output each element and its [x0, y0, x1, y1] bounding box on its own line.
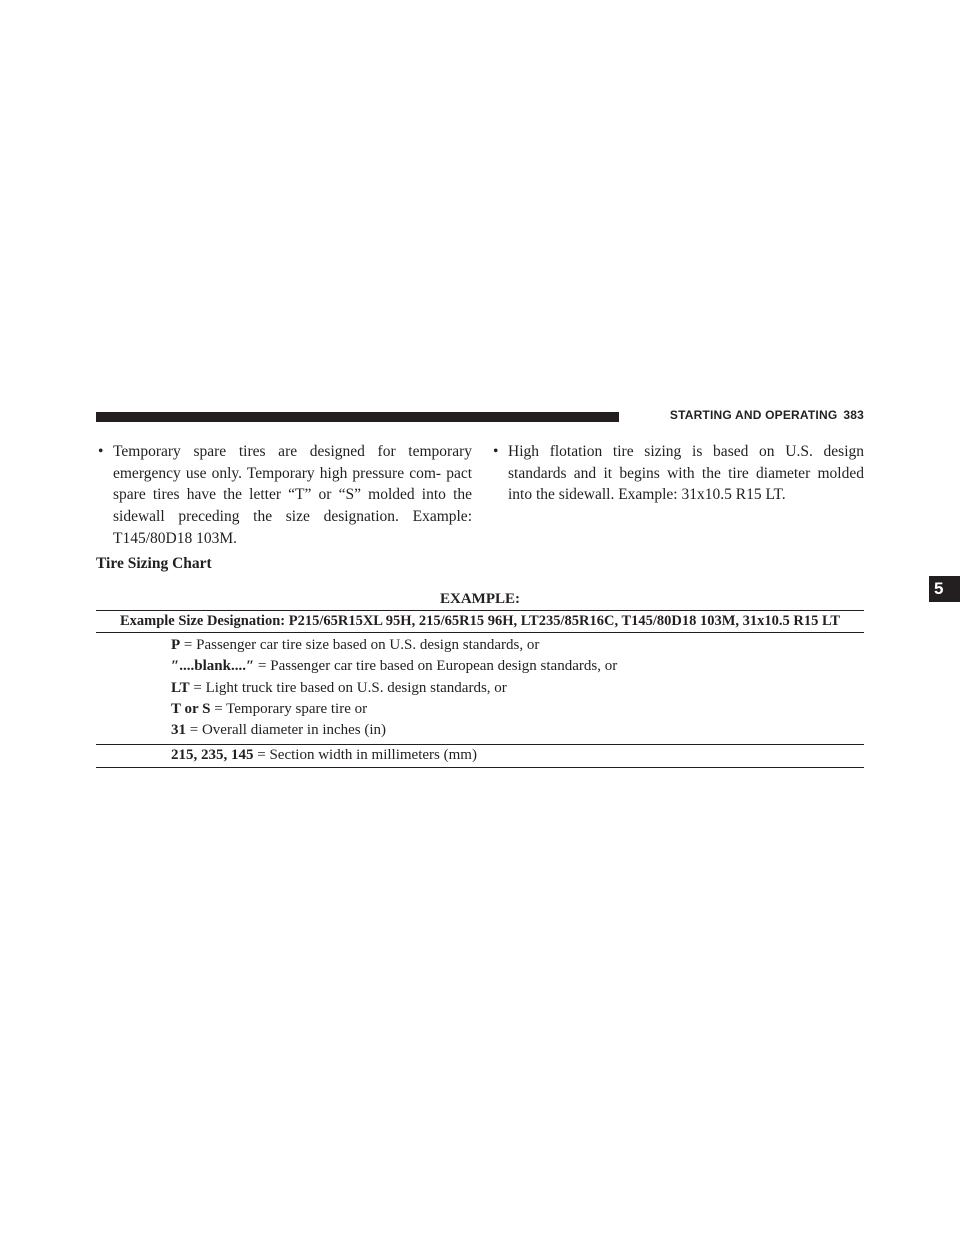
- row-key: LT: [171, 679, 190, 696]
- chart-title: EXAMPLE:: [440, 591, 520, 607]
- row-key: 215, 235, 145: [171, 747, 254, 764]
- row-key: ″....blank....″: [171, 658, 255, 675]
- bullet-item-temporary-spare: [96, 441, 472, 550]
- bullet-line: the sidewall preceding the size designation. Example:: [113, 486, 472, 526]
- bullet-item-high-flotation: [491, 441, 864, 506]
- chart-row: [96, 678, 864, 699]
- row-key: 31: [171, 722, 186, 739]
- running-header: [670, 408, 864, 422]
- row-key: T or S: [171, 700, 211, 717]
- tire-sizing-chart: [96, 589, 864, 768]
- page-number: 383: [843, 408, 864, 422]
- bullet-line: pact spare tires have the letter “T” or “S” molded into: [113, 464, 473, 504]
- chart-row: [96, 720, 864, 741]
- bullet-line: High flotation tire sizing is based on U.S. design: [508, 443, 864, 460]
- bullet-text: [508, 441, 864, 506]
- row-text: = Passenger car tire size based on U.S. design standards, or: [180, 637, 540, 653]
- section-title: Tire Sizing Chart: [96, 555, 212, 572]
- row-text: = Passenger car tire based on European design standards, or: [254, 658, 618, 675]
- chart-designation: Example Size Designation: P215/65R15XL 95H, 215/65R15 96H, LT235/85R16C, T145/80D18 103M, 31x10.5 R15 LT: [96, 610, 864, 633]
- header-rule: [96, 412, 619, 422]
- right-column: [491, 441, 864, 506]
- bullet-line: T145/80D18 103M.: [113, 529, 237, 547]
- chapter-tab[interactable]: 5: [929, 576, 960, 602]
- chart-row: [96, 635, 864, 656]
- row-text: = Temporary spare tire or: [210, 700, 368, 717]
- bullet-text: [113, 441, 472, 550]
- bullet-line: into the sidewall. Example: 31x10.5 R15 LT.: [508, 486, 786, 504]
- row-text: = Light truck tire based on U.S. design standards, or: [189, 679, 507, 696]
- chart-row: [96, 656, 864, 677]
- section-name: STARTING AND OPERATING: [669, 408, 838, 422]
- row-text: = Overall diameter in inches (in): [186, 722, 387, 739]
- bullet-line: standards and it begins with the tire diameter molded: [508, 464, 864, 482]
- bullet-icon: •: [98, 443, 104, 460]
- bullet-icon: •: [493, 443, 499, 460]
- chart-row: [96, 745, 864, 767]
- row-key: P: [171, 637, 181, 653]
- row-text: = Section width in millimeters (mm): [253, 747, 477, 764]
- bullet-line: Temporary spare tires are designed for temporary: [113, 443, 472, 460]
- left-column: [96, 441, 472, 550]
- chart-row: [96, 699, 864, 720]
- bullet-line: emergency use only. Temporary high pressure com-: [113, 464, 442, 482]
